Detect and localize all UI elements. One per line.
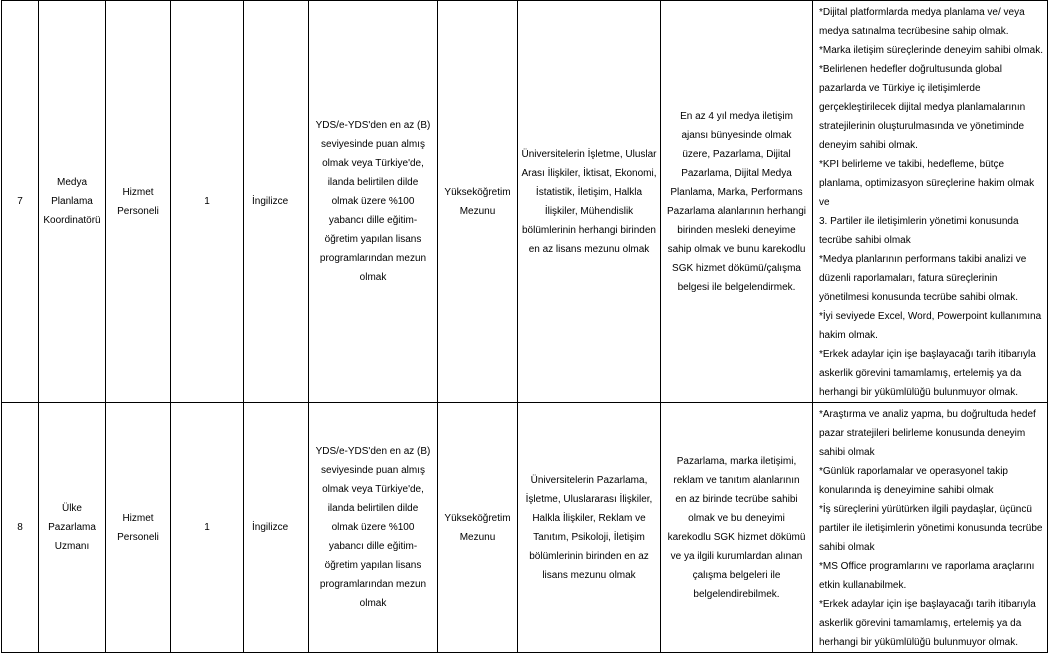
experience-requirement: En az 4 yıl medya iletişim ajansı bünyesinde olmak üzere, Pazarlama, Dijital Pazarlama, Dijital Medya Planlama, Marka, Performans Pazarlama alanlarının herhangi birinden mesleki deneyime sahip olmak ve bunu karekodlu SGK hizmet dökümü/çalışma belgesi ile belgelendirmek. bbox=[661, 1, 813, 403]
row-number: 7 bbox=[2, 1, 39, 403]
requirement-item: *Belirlenen hedefler doğrultusunda global pazarlarda ve Türkiye iç iletişimlerde gerçekleştirilecek dijital medya planlamalarının stratejilerinin oluşturulmasında ve yönetiminde deneyim sahibi olmak. bbox=[819, 64, 1026, 151]
position-count: 1 bbox=[171, 403, 244, 653]
staff-type: Hizmet Personeli bbox=[106, 1, 171, 403]
position-count: 1 bbox=[171, 1, 244, 403]
requirement-item: *Medya planlarının performans takibi analizi ve düzenli raporlamaları, fatura süreçlerinin yönetilmesi konusunda tecrübe sahibi olmak. bbox=[819, 254, 1027, 303]
education-level: Yükseköğretim Mezunu bbox=[438, 1, 518, 403]
table-row bbox=[2, 403, 1048, 653]
requirement-item: *İyi seviyede Excel, Word, Powerpoint kullanımına hakim olmak. bbox=[819, 311, 1042, 341]
requirement-item: *İş süreçlerini yürütürken ilgili paydaşlar, üçüncü partiler ile iletişimlerin yönetimi konusunda tecrübe sahibi olmak bbox=[819, 504, 1043, 553]
language-requirement: YDS/e-YDS'den en az (B) seviyesinde puan almış olmak veya Türkiye'de, ilanda belirtilen dilde olmak üzere %100 yabancı dille eğitim- öğretim yapılan lisans programlarından mezun olmak bbox=[309, 1, 438, 403]
eligible-departments: Üniversitelerin Pazarlama, İşletme, Uluslararası İlişkiler, Halkla İlişkiler, Reklam ve Tanıtım, Psikoloji, İletişim bölümlerinin birinden en az lisans mezunu olmak bbox=[518, 403, 661, 653]
requirement-item: *Marka iletişim süreçlerinde deneyim sahibi olmak. bbox=[819, 45, 1043, 56]
experience-requirement: Pazarlama, marka iletişimi, reklam ve tanıtım alanlarının en az birinde tecrübe sahibi olmak ve bu deneyimi karekodlu SGK hizmet dökümü ve ya ilgili kurumlardan alınan çalışma belgeleri ile belgelendirebilmek. bbox=[661, 403, 813, 653]
job-requirements-table bbox=[1, 0, 1048, 653]
requirement-item: *Erkek adaylar için işe başlayacağı tarih itibarıyla askerlik görevini tamamlamış, ertelemiş ya da herhangi bir yükümlülüğü bulunmuyor olmak. bbox=[819, 349, 1036, 398]
position-title: Ülke Pazarlama Uzmanı bbox=[39, 403, 106, 653]
language: İngilizce bbox=[244, 1, 309, 403]
requirement-item: *Dijital platformlarda medya planlama ve/ veya medya satınalma tecrübesine sahip olmak. bbox=[819, 7, 1025, 37]
row-number: 8 bbox=[2, 403, 39, 653]
requirement-item: *Günlük raporlamalar ve operasyonel takip konularında iş deneyimine sahibi olmak bbox=[819, 466, 1008, 496]
position-title: Medya Planlama Koordinatörü bbox=[39, 1, 106, 403]
special-requirements bbox=[813, 403, 1048, 653]
language: İngilizce bbox=[244, 403, 309, 653]
special-requirements bbox=[813, 1, 1048, 403]
requirement-item: *Erkek adaylar için işe başlayacağı tarih itibarıyla askerlik görevini tamamlamış, ertelemiş ya da herhangi bir yükümlülüğü bulunmuyor olmak. bbox=[819, 599, 1036, 648]
staff-type: Hizmet Personeli bbox=[106, 403, 171, 653]
eligible-departments: Üniversitelerin İşletme, Uluslar Arası İlişkiler, İktisat, Ekonomi, İstatistik, İletişim, Halkla İlişkiler, Mühendislik bölümlerinin herhangi birinden en az lisans mezunu olmak bbox=[518, 1, 661, 403]
requirement-item: *KPI belirleme ve takibi, hedefleme, bütçe planlama, optimizasyon süreçlerine hakim olmak ve 3. Partiler ile iletişimlerin yönetimi konusunda tecrübe sahibi olmak bbox=[819, 159, 1035, 246]
requirement-item: *MS Office programlarını ve raporlama araçlarını etkin kullanabilmek. bbox=[819, 561, 1035, 591]
education-level: Yükseköğretim Mezunu bbox=[438, 403, 518, 653]
requirement-item: *Araştırma ve analiz yapma, bu doğrultuda hedef pazar stratejileri belirleme konusunda deneyim sahibi olmak bbox=[819, 409, 1036, 458]
table-row bbox=[2, 1, 1048, 403]
language-requirement: YDS/e-YDS'den en az (B) seviyesinde puan almış olmak veya Türkiye'de, ilanda belirtilen dilde olmak üzere %100 yabancı dille eğitim- öğretim yapılan lisans programlarından mezun olmak bbox=[309, 403, 438, 653]
